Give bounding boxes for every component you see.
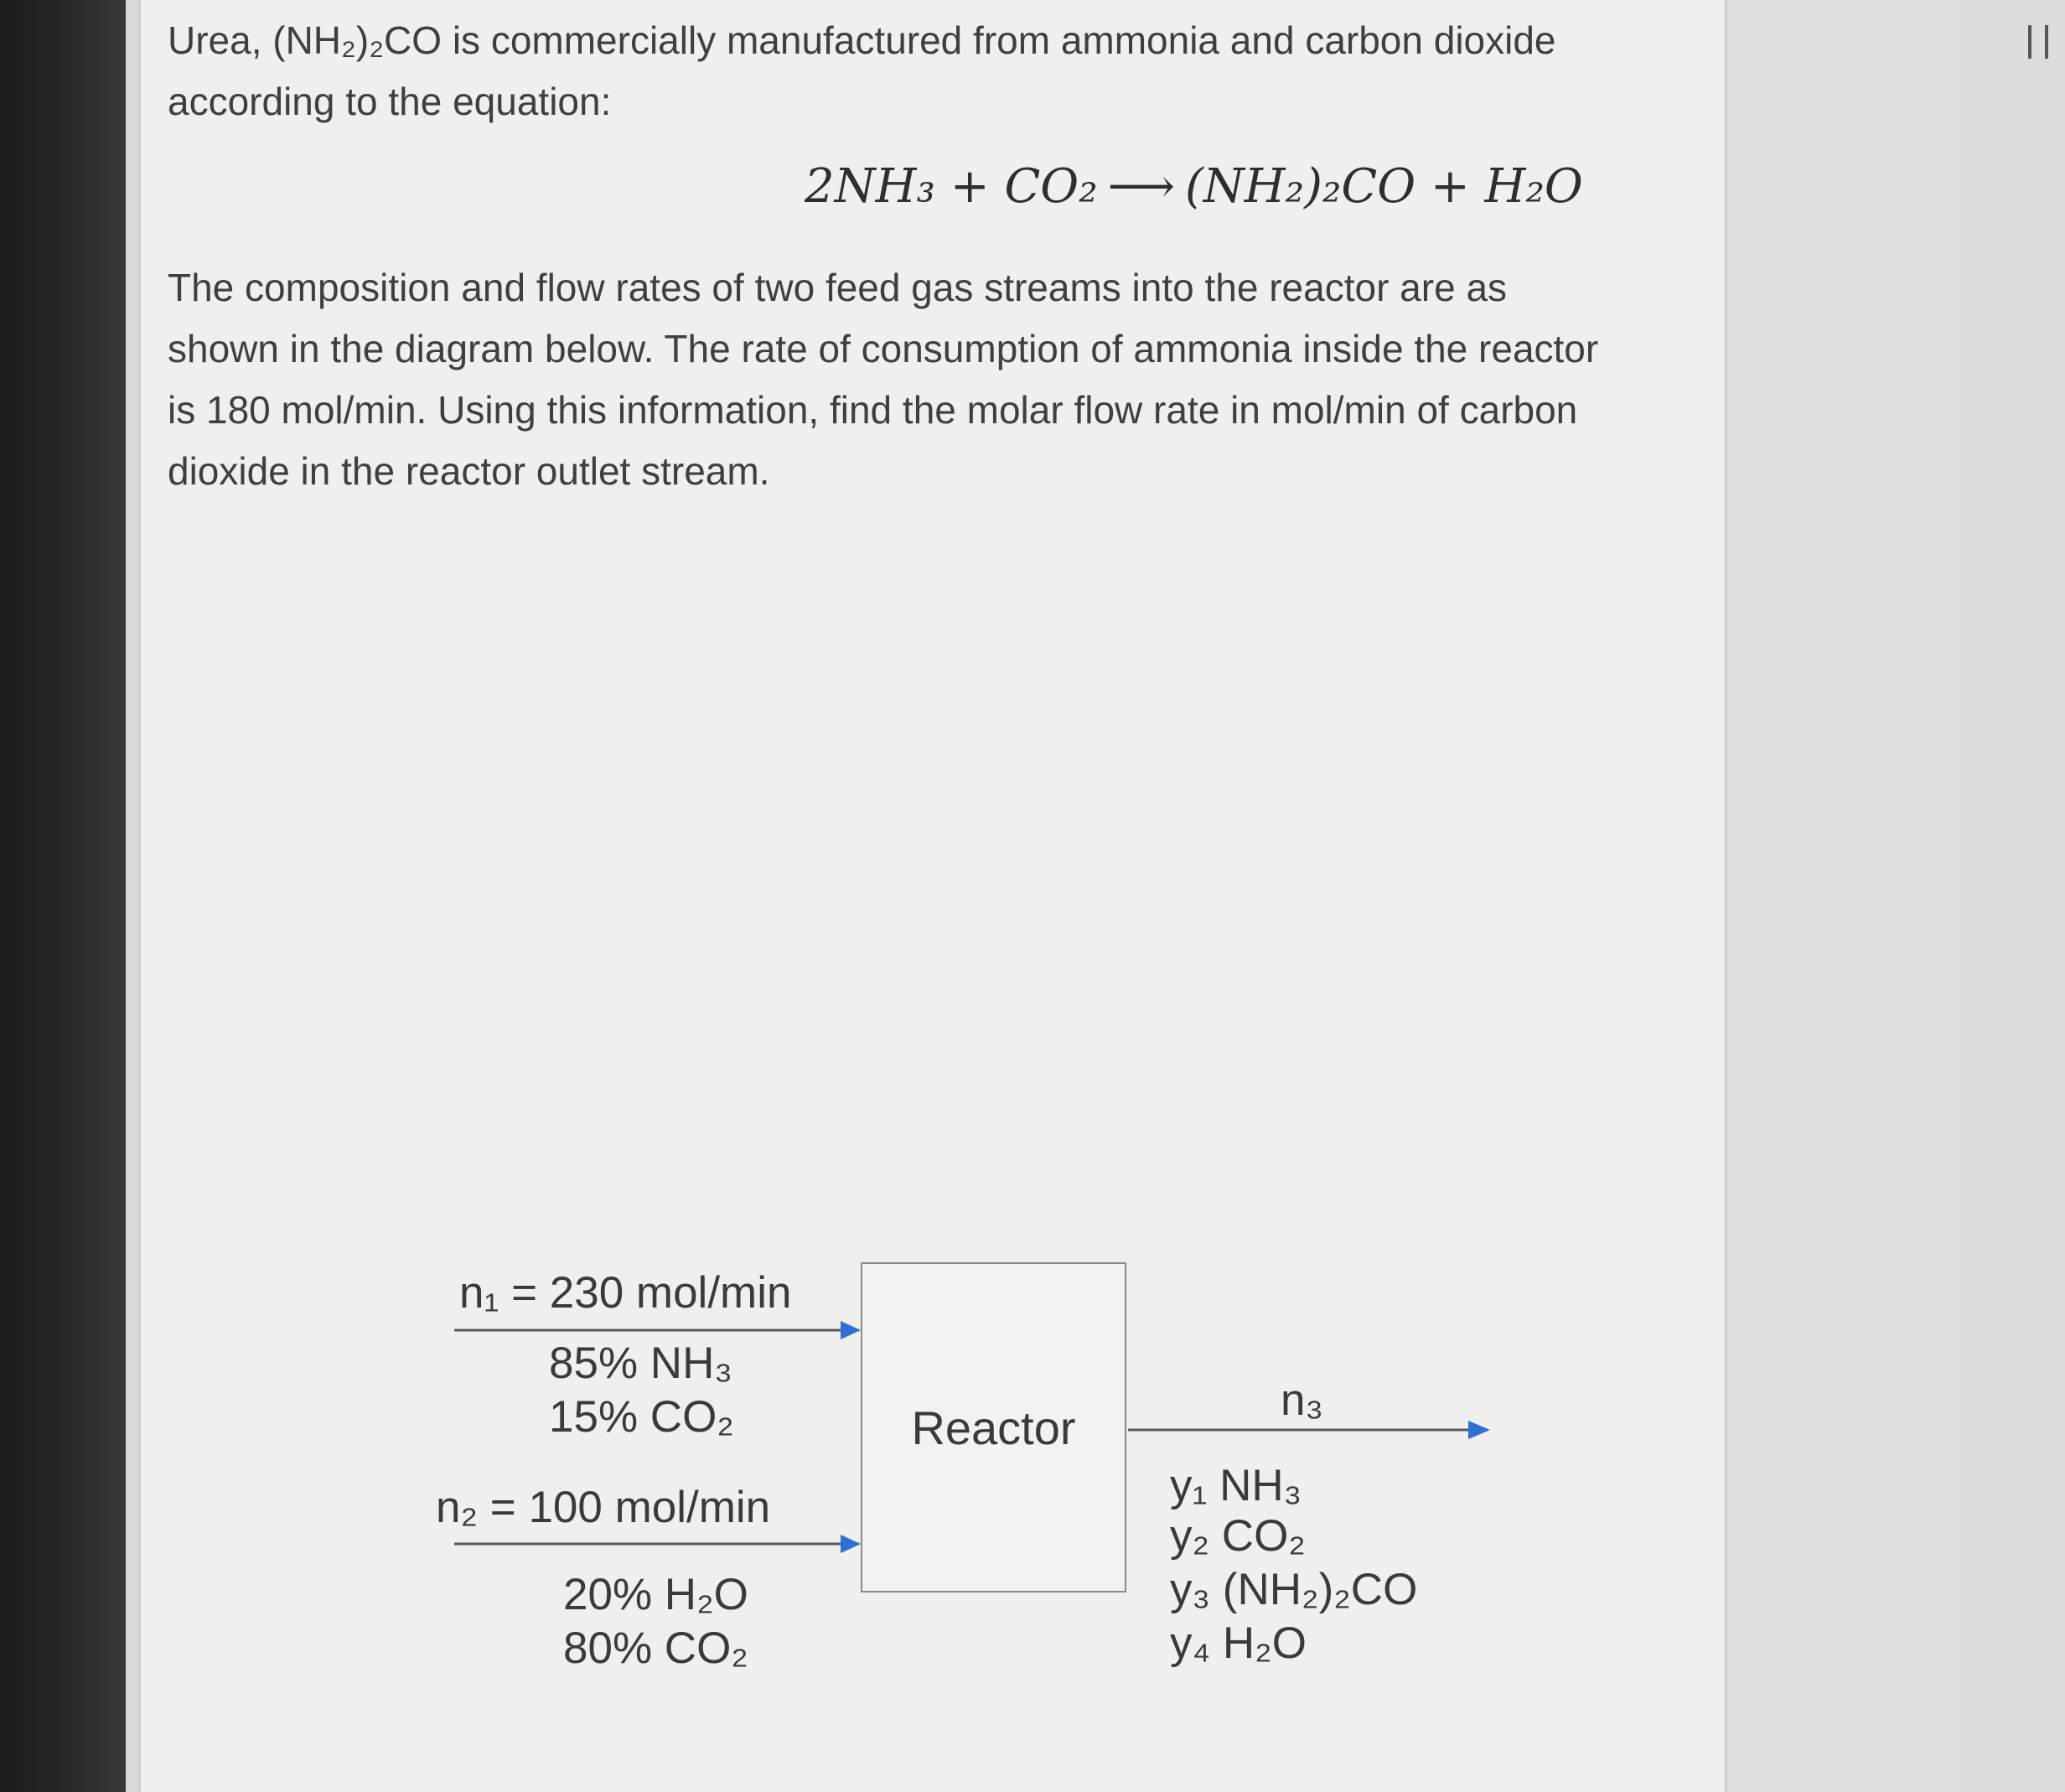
feed1-composition-co2: 15% CO₂ xyxy=(549,1392,734,1442)
feed1-arrowhead xyxy=(841,1321,861,1339)
feed2-arrowhead xyxy=(841,1535,861,1553)
outlet-composition-y3: y₃ (NH₂)₂CO xyxy=(1170,1565,1418,1614)
equation-arrow: ⟶ xyxy=(1107,159,1175,214)
equation-rhs: (NH₂)₂CO + H₂O xyxy=(1184,159,1583,214)
reactor-label: Reactor xyxy=(911,1401,1076,1454)
feed2-composition-co2: 80% CO₂ xyxy=(563,1624,748,1673)
intro-paragraph: Urea, (NH₂)₂CO is commercially manufactured from ammonia and carbon dioxide according to the equation: xyxy=(168,18,1556,123)
outlet-flow-label: n₃ xyxy=(1281,1375,1324,1425)
feed2-composition-h2o: 20% H₂O xyxy=(563,1570,748,1619)
outlet-composition-y1: y₁ NH₃ xyxy=(1170,1461,1302,1510)
outlet-composition-y2: y₂ CO₂ xyxy=(1170,1511,1306,1561)
outlet-arrowhead xyxy=(1468,1421,1490,1439)
feed1-composition-nh3: 85% NH₃ xyxy=(549,1339,732,1388)
reactor-box xyxy=(861,1262,1126,1593)
feed2-flow-label: n₂ = 100 mol/min xyxy=(436,1483,771,1532)
equation-lhs: 2NH₃ + CO₂ xyxy=(805,159,1098,214)
question-paragraph: The composition and flow rates of two feed gas streams into the reactor are as shown in the diagram below. The rate of consumption of ammonia inside the reactor is 180 mol/min. Using this information, find the molar flow rate in mol/min of carbon dioxide in the reactor outlet stream. xyxy=(168,266,1599,493)
outlet-composition-y4: y₄ H₂O xyxy=(1170,1618,1307,1668)
feed1-flow-label: n₁ = 230 mol/min xyxy=(459,1268,792,1318)
